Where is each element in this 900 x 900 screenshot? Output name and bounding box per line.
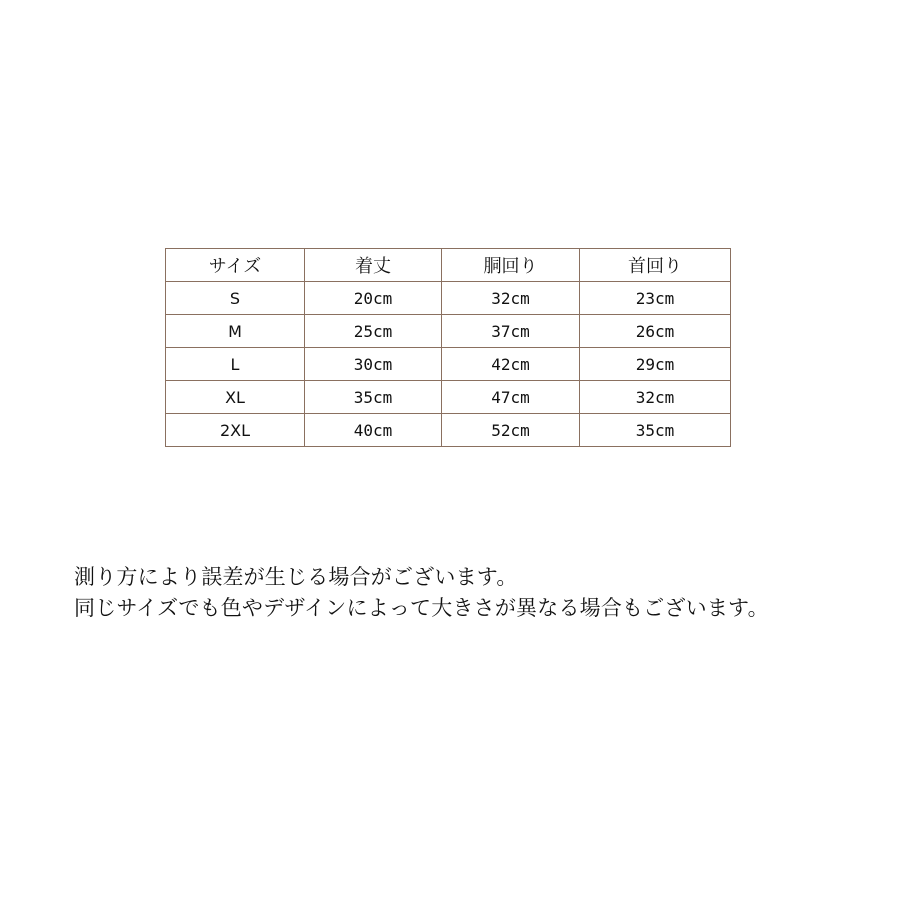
- cell-size: L: [166, 348, 305, 381]
- table-row: [166, 414, 731, 447]
- size-chart-table: [165, 248, 731, 447]
- cell-neck: 32cm: [580, 381, 731, 414]
- cell-length: 35cm: [305, 381, 442, 414]
- cell-length: 40cm: [305, 414, 442, 447]
- table-row: [166, 282, 731, 315]
- header-neck: 首回り: [580, 249, 731, 282]
- cell-length: 30cm: [305, 348, 442, 381]
- cell-chest: 37cm: [442, 315, 580, 348]
- table-row: [166, 381, 731, 414]
- measurement-note: 測り方により誤差が生じる場合がございます。: [74, 565, 518, 589]
- header-chest: 胴回り: [442, 249, 580, 282]
- cell-size: M: [166, 315, 305, 348]
- cell-chest: 42cm: [442, 348, 580, 381]
- table-row: [166, 348, 731, 381]
- cell-size: S: [166, 282, 305, 315]
- cell-neck: 26cm: [580, 315, 731, 348]
- cell-chest: 47cm: [442, 381, 580, 414]
- cell-length: 20cm: [305, 282, 442, 315]
- cell-chest: 52cm: [442, 414, 580, 447]
- header-length: 着丈: [305, 249, 442, 282]
- size-variation-note: 同じサイズでも色やデザインによって大きさが異なる場合もございます。: [74, 596, 769, 620]
- cell-neck: 29cm: [580, 348, 731, 381]
- cell-neck: 23cm: [580, 282, 731, 315]
- table-row: [166, 315, 731, 348]
- header-size: サイズ: [166, 249, 305, 282]
- cell-length: 25cm: [305, 315, 442, 348]
- cell-neck: 35cm: [580, 414, 731, 447]
- notes-section: [74, 562, 769, 624]
- cell-chest: 32cm: [442, 282, 580, 315]
- cell-size: 2XL: [166, 414, 305, 447]
- table-header-row: [166, 249, 731, 282]
- cell-size: XL: [166, 381, 305, 414]
